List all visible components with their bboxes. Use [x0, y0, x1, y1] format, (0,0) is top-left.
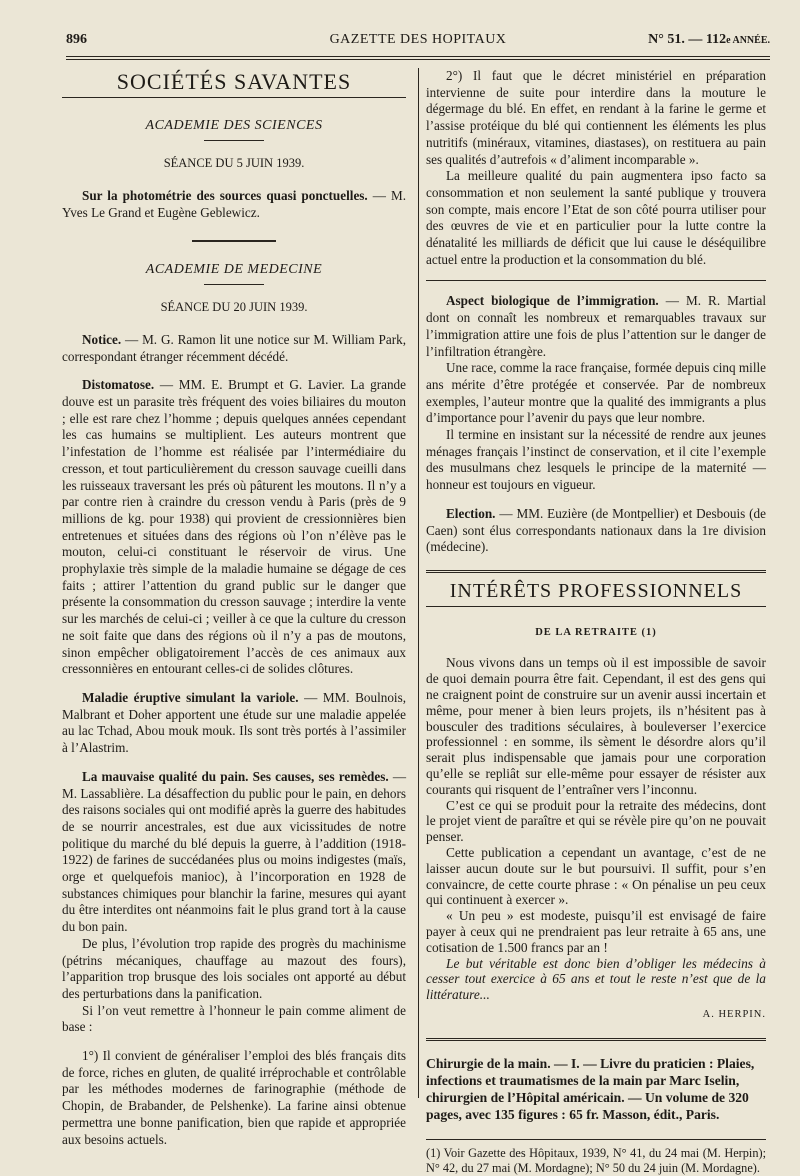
- retraite-paragraph-4: « Un peu » est modeste, puisqu’il est envisagé de faire payer à ceux qui ne prendraient pas leur retraite à 65 ans, une cotisation de 1.500 francs par an !: [426, 908, 766, 955]
- section-rule: [426, 1038, 766, 1041]
- academie-sciences-title: ACADEMIE DES SCIENCES: [145, 117, 323, 133]
- section-title-societes: SOCIÉTÉS SAVANTES: [62, 68, 406, 98]
- pain-paragraph-3: Si l’on veut remettre à l’honneur le pain comme aliment de base :: [62, 1002, 406, 1035]
- page-header: [66, 32, 770, 52]
- retraite-heading: DE LA RETRAITE (1): [535, 626, 657, 638]
- header-rule-2: [66, 59, 770, 60]
- retraite-paragraph-5: Le but véritable est donc bien d’obliger les médecins à cesser tout exercice à 65 ans et tout le reste n’est que de la littérature...: [426, 955, 766, 1003]
- item-pain: La mauvaise qualité du pain. Ses causes, ses remèdes. — M. Lassablière. La désaffection du public pour le pain, en dehors des raisons sociales qui ont modifié après la guerre des habitudes de se nourrir ancestrales, est due aux vicissitudes de notre politique du marché du blé depuis la guerre, à l’addition (1918-1922) de farines de succédanées plus ou moins indigestes (maïs, orge et quelquefois manioc), à l’incorporation en 1928 de substances chimiques pour blanchir la farine, mesures qui ayant du être interdites ont néanmoins fait le plus grand tort à la cause du bon pain.: [62, 768, 407, 935]
- pain-paragraph-2: De plus, l’évolution trop rapide des progrès du machinisme (pétrins mécaniques, chauffage au mazout des fours), l’apparition trop brusque des lois sociales ont apporté au début des perturbations dans la panification.: [62, 935, 406, 1001]
- immigration-paragraph-2: Une race, comme la race française, formée depuis cinq mille ans mérite d’être protégée et conservée. Par de nombreux exemples, l’auteur montre que la qualité des immigrants a plus d’importance pour l’avenir du pays que leur nombre.: [426, 360, 766, 426]
- signature: A. HERPIN.: [702, 1008, 766, 1020]
- retraite-paragraph-2: C’est ce qui se produit pour la retraite des médecins, dont le projet vient de paraître et qui se révèle pire qu’on ne pouvait penser.: [426, 797, 766, 845]
- retraite-paragraph-3: Cette publication a cependant un avantage, c’est de ne laisser aucun doute sur le but poursuivi. Il suffit, pour s’en convaincre, de cette courte phrase : « On pénalise un peu ceux qui continuent à exercer ».: [426, 844, 766, 908]
- short-rule: [204, 140, 264, 141]
- seance-date-medecine: SÉANCE DU 20 JUIN 1939.: [160, 300, 308, 315]
- footnote: (1) Voir Gazette des Hôpitaux, 1939, N° 41, du 24 mai (M. Herpin); N° 42, du 27 mai (M. Mordagne); N° 50 du 24 juin (M. Mordagne).: [426, 1139, 766, 1176]
- issue-year: e ANNÉE.: [726, 35, 770, 46]
- page-number: 896: [66, 32, 87, 47]
- retraite-article: [426, 655, 766, 1003]
- item-notice: Notice. — M. G. Ramon lit une notice sur M. William Park, correspondant étranger récemment décédé.: [62, 331, 407, 364]
- header-rule: [66, 56, 770, 57]
- immigration-paragraph-3: Il termine en insistant sur la nécessité de rendre aux jeunes ménages français l’instinct de conservation, et il cite l’exemple des musulmans chez lesquels le principe de la maternité — honneur est toujours en vigueur.: [426, 427, 766, 493]
- academie-medecine-title: ACADEMIE DE MEDECINE: [145, 261, 323, 277]
- seance-date-sciences: SÉANCE DU 5 JUIN 1939.: [163, 156, 305, 171]
- book-review-title: Chirurgie de la main. — I. — Livre du praticien : Plaies, infections et traumatismes de la main par Marc Iselin, chirurgien de l’Hôpital américain. — Un volume de 320 pages, avec 135 figures : 65 fr. Masson, édit., Paris.: [426, 1055, 755, 1122]
- section-title-interets: INTÉRÊTS PROFESSIONNELS: [426, 573, 766, 607]
- right-column: [426, 68, 766, 1176]
- separator-rule: [192, 240, 276, 242]
- journal-title: GAZETTE DES HOPITAUX: [329, 32, 507, 47]
- item-photometrie: Sur la photométrie des sources quasi ponctuelles. — M. Yves Le Grand et Eugène Geblewicz.: [62, 188, 406, 220]
- column-divider: [418, 68, 419, 1098]
- item-variole: Maladie éruptive simulant la variole. — MM. Boulnois, Malbrant et Doher apportent une étude sur une maladie appelée au lac Tchad, Abou mouk mouk. Ils sont très portés à l’assimiler à l’Alastrim.: [62, 689, 407, 756]
- issue-info: [648, 32, 770, 48]
- pain-paragraph-4: 1°) Il convient de généraliser l’emploi des blés français dits de force, riches en gluten, de qualité irréprochable et contrôlable par les méthodes modernes de farinographie (méthode de Chopin, de Brabander, de Pelshenke). La farine ainsi obtenue permettra une bonne panification, bien que rapide et appropriée aux besoins actuels.: [62, 1048, 406, 1147]
- left-column: [62, 68, 406, 1148]
- short-rule: [204, 284, 264, 285]
- issue-number: N° 51. — 112: [648, 32, 727, 47]
- retraite-paragraph-1: Nous vivons dans un temps où il est impossible de savoir de quoi demain pourra être fait. Cependant, il est des gens qui ne craignent point de construire sur un avenir aussi incertain et même, pour mener à bien leurs projets, ils n’hésitent pas à bousculer des traditions séculaires, à bouleverser l’exercice professionnel : en somme, ils sèment le désordre alors qu’il serait plus indispensable que jamais pour une corporation qu’elle se repliât sur elle-même pour essayer de résister aux courants qui risquent de l’entraîner vers l’inconnu.: [426, 655, 766, 797]
- item-distomatose: Distomatose. — MM. E. Brumpt et G. Lavier. La grande douve est un parasite très fréquent des voies biliaires du mouton ; elle est rare chez l’homme ; depuis quelques années cependant les cas humains se multiplient. Les auteurs montrent que l’infestation de l’homme est réalisée par l’intermédiaire du cresson, et tout particulièrement du cresson sauvage cueilli dans les ruisseaux traversant les prés où pâturent les moutons. Il n’y a par contre rien à craindre du cresson vendu à Paris (près de 9 millions de kg. pour 1938) qui provient de cressionnières bien entretenues et situées dans des régions où l’on n’élève pas le mouton, celui-ci constituant le réservoir de virus. Une prophylaxie très simple de la maladie humaine se dégage de ces faits ; attirer l’attention du grand public sur le danger que présente la consommation du cresson sauvage ; interdire la vente sur les marchés de celui-ci ; veiller à ce que la culture du cresson ne soit faite que dans des régions où il n’y a pas de moutons, sinon empêcher obligatoirement l’accès de ces animaux aux cressonnières en entourant celles-ci de solides clôtures.: [62, 377, 406, 677]
- pain-paragraph-6: La meilleure qualité du pain augmentera ipso facto sa consommation et non seulement la santé publique y trouvera son compte, mais encore l’Etat de son côté pourra utiliser pour des œuvres de vie et en particulier pour la lutte contre la dénatalité les milliards de déficit que lui cause le déséquilibre actuel entre la production et la consommation du blé.: [426, 168, 766, 267]
- item-election: Election. — MM. Euzière (de Montpellier) et Desbouis (de Caen) sont élus correspondants nationaux dans la 1re division (médecine).: [426, 505, 767, 555]
- pain-paragraph-5: 2°) Il faut que le décret ministériel en préparation intervienne de suite pour interdire dans la mouture le dégermage du blé. En effet, en rendant à la farine le germe et l’assise protéique du blé qui contiennent les éléments les plus nutritifs (minéraux, vitamines, diastases), on restituera au pain ses qualités d’autrefois « d’aliment incomparable ».: [426, 68, 766, 167]
- item-immigration: Aspect biologique de l’immigration. — M. R. Martial dont on connaît les nombreux et remarquables travaux sur l’immigration attire une fois de plus l’attention sur le danger de l’infiltration étrangère.: [426, 293, 766, 359]
